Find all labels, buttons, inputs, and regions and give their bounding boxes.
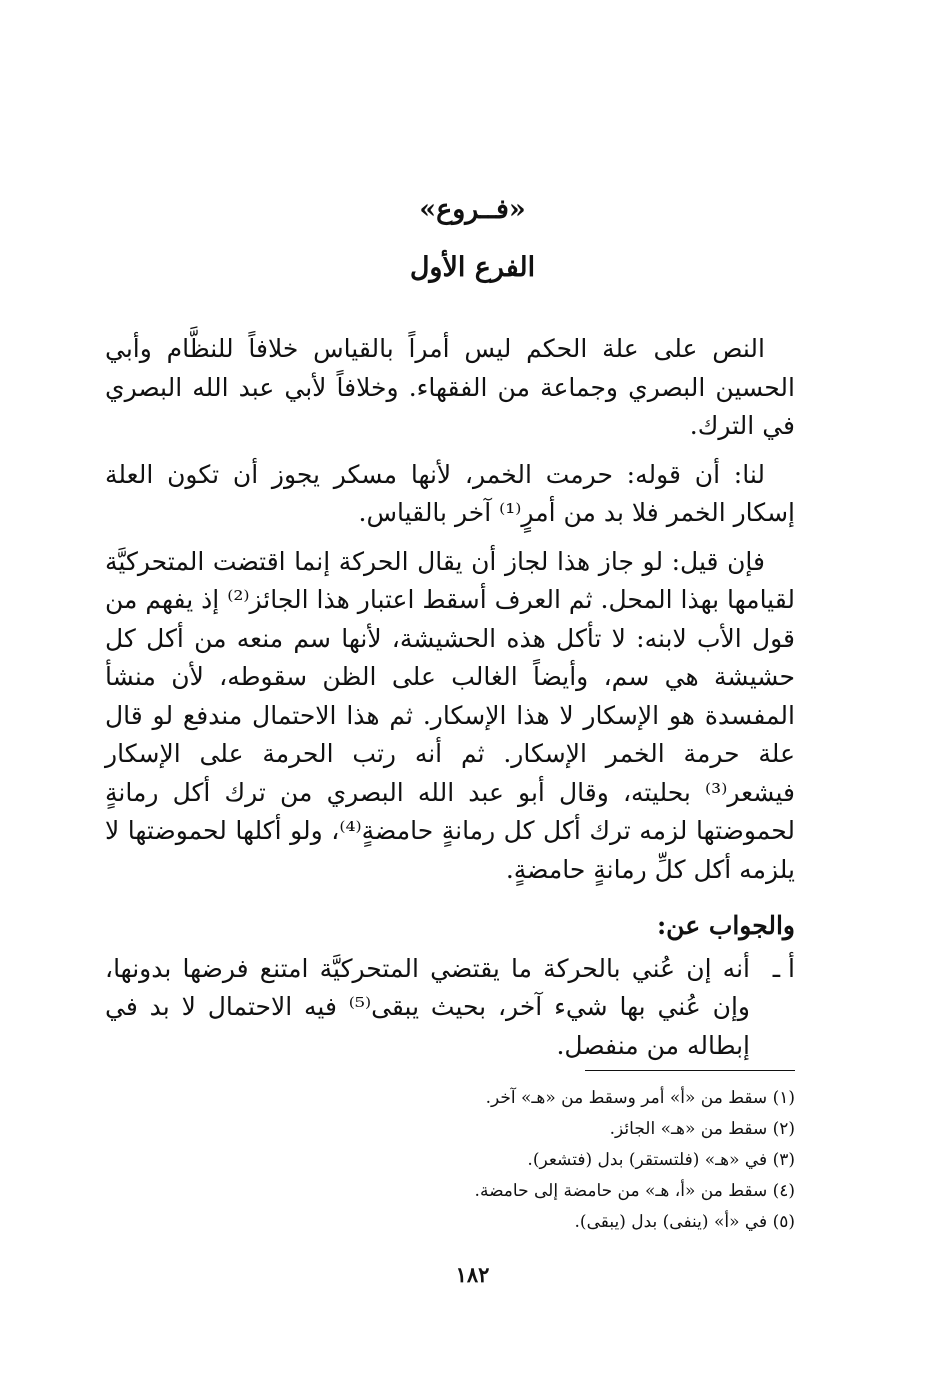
footnote-4: (٤) سقط من «أ، هـ» من حامضة إلى حامضة. [474,1181,795,1201]
answer-item-text: أنه إن عُني بالحركة ما يقتضي المتحركيَّة امتنع فرضها بدونها، وإن عُني بها شيء آخر، بحيث يبقى⁽⁵⁾ فيه الاحتمال لا بد في إبطاله من منفصل. [105,953,750,1060]
footnotes [235,1083,795,1238]
footnote-1: (١) سقط من «أ» أمر وسقط من «هـ» آخر. [485,1088,795,1108]
footnote-3: (٣) في «هـ» (فلتستقر) بدل (فتشعر). [527,1150,795,1170]
main-text [105,330,795,1065]
answer-heading: والجواب عن: [656,911,795,940]
section-title: «فــروع» [419,194,526,225]
paragraph-3: فإن قيل: لو جاز هذا لجاز أن يقال الحركة إنما اقتضت المتحركيَّة لقيامها بهذا المحل. ثم العرف أسقط اعتبار هذا الجائز⁽²⁾ إذ يفهم من قول الأب لابنه: لا تأكل هذه الحشيشة، لأنها سم منعه من أكل كل حشيشة هي سم، وأيضاً الغالب على الظن سقوطه، لأن منشأ المفسدة هو الإسكار لا هذا الإسكار. ثم هذا الاحتمال مندفع لو قال علة حرمة الخمر الإسكار. ثم أنه رتب الحرمة على الإسكار فيشعر⁽³⁾ بحليته، وقال أبو عبد الله البصري من ترك أكل رمانةٍ لحموضتها لزمه ترك أكل كل رمانةٍ حامضةٍ⁽⁴⁾، ولو أكلها لحموضتها لا يلزمه أكل كلِّ رمانةٍ حامضةٍ. [105,546,795,884]
subsection-title: الفرع الأول [409,252,536,283]
paragraph-1: النص على علة الحكم ليس أمراً بالقياس خلافاً للنظَّام وأبي الحسين البصري وجماعة من الفقهاء. وخلافاً لأبي عبد الله البصري في الترك. [105,334,795,440]
footnote-2: (٢) سقط من «هـ» الجائز. [609,1119,795,1139]
answer-item-marker: أ ـ [772,953,795,983]
footnote-5: (٥) في «أ» (ينفى) بدل (يبقى). [574,1212,795,1232]
answer-item-a [105,950,795,1066]
page-number: ١٨٢ [455,1262,490,1287]
paragraph-2: لنا: أن قوله: حرمت الخمر، لأنها مسكر يجوز أن تكون العلة إسكار الخمر فلا بد من أمرٍ⁽¹⁾ آخر بالقياس. [105,459,795,527]
footnote-separator [585,1070,795,1071]
